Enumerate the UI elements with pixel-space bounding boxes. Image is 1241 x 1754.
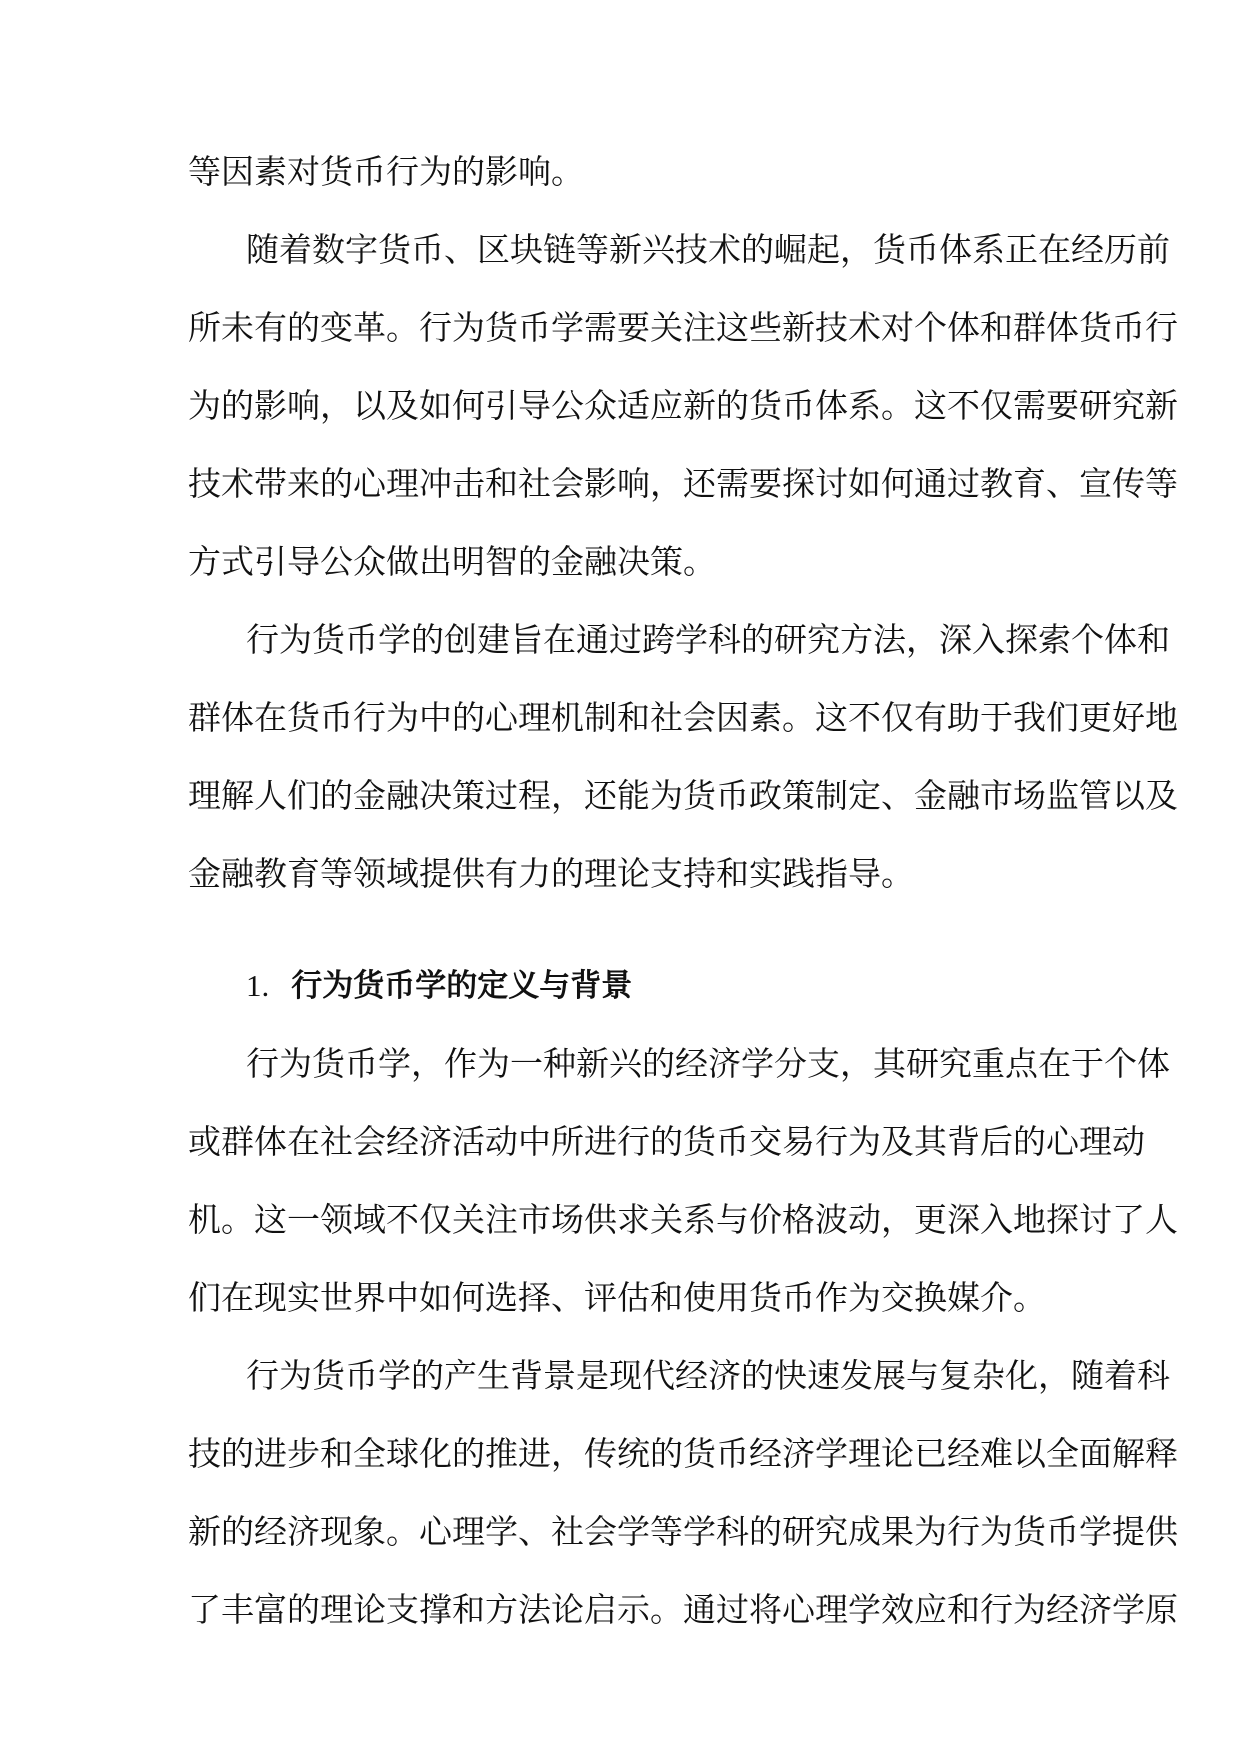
paragraph-line: 群体在货币行为中的心理机制和社会因素。这不仅有助于我们更好地	[188, 698, 1178, 737]
paragraph-line: 新的经济现象。心理学、社会学等学科的研究成果为行为货币学提供	[188, 1512, 1178, 1551]
section-heading	[188, 954, 1054, 1032]
paragraph-line: 金融教育等领域提供有力的理论支持和实践指导。	[188, 854, 914, 893]
paragraph-line: 等因素对货币行为的影响。	[188, 152, 584, 191]
paragraph-line: 行为货币学，作为一种新兴的经济学分支，其研究重点在于个体	[246, 1044, 1170, 1083]
paragraph-line: 理解人们的金融决策过程，还能为货币政策制定、金融市场监管以及	[188, 776, 1178, 815]
paragraph-line: 行为货币学的创建旨在通过跨学科的研究方法，深入探索个体和	[246, 620, 1170, 659]
paragraph-line: 方式引导公众做出明智的金融决策。	[188, 542, 716, 581]
paragraph-line: 技的进步和全球化的推进，传统的货币经济学理论已经难以全面解释	[188, 1434, 1178, 1473]
paragraph-line: 机。这一领域不仅关注市场供求关系与价格波动，更深入地探讨了人	[188, 1200, 1178, 1239]
paragraph-line: 了丰富的理论支撑和方法论启示。通过将心理学效应和行为经济学原	[188, 1590, 1178, 1629]
paragraph-line: 们在现实世界中如何选择、评估和使用货币作为交换媒介。	[188, 1278, 1046, 1317]
document-page	[188, 140, 1178, 1656]
section-number: 1.	[246, 968, 270, 1003]
paragraph-line: 或群体在社会经济活动中所进行的货币交易行为及其背后的心理动	[188, 1122, 1145, 1161]
section-title: 行为货币学的定义与背景	[291, 968, 633, 1004]
paragraph-line: 技术带来的心理冲击和社会影响，还需要探讨如何通过教育、宣传等	[188, 464, 1178, 503]
paragraph-line: 为的影响，以及如何引导公众适应新的货币体系。这不仅需要研究新	[188, 386, 1178, 425]
paragraph-line: 随着数字货币、区块链等新兴技术的崛起，货币体系正在经历前	[246, 230, 1170, 269]
paragraph-line: 行为货币学的产生背景是现代经济的快速发展与复杂化，随着科	[246, 1356, 1170, 1395]
paragraph-line: 所未有的变革。行为货币学需要关注这些新技术对个体和群体货币行	[188, 308, 1178, 347]
